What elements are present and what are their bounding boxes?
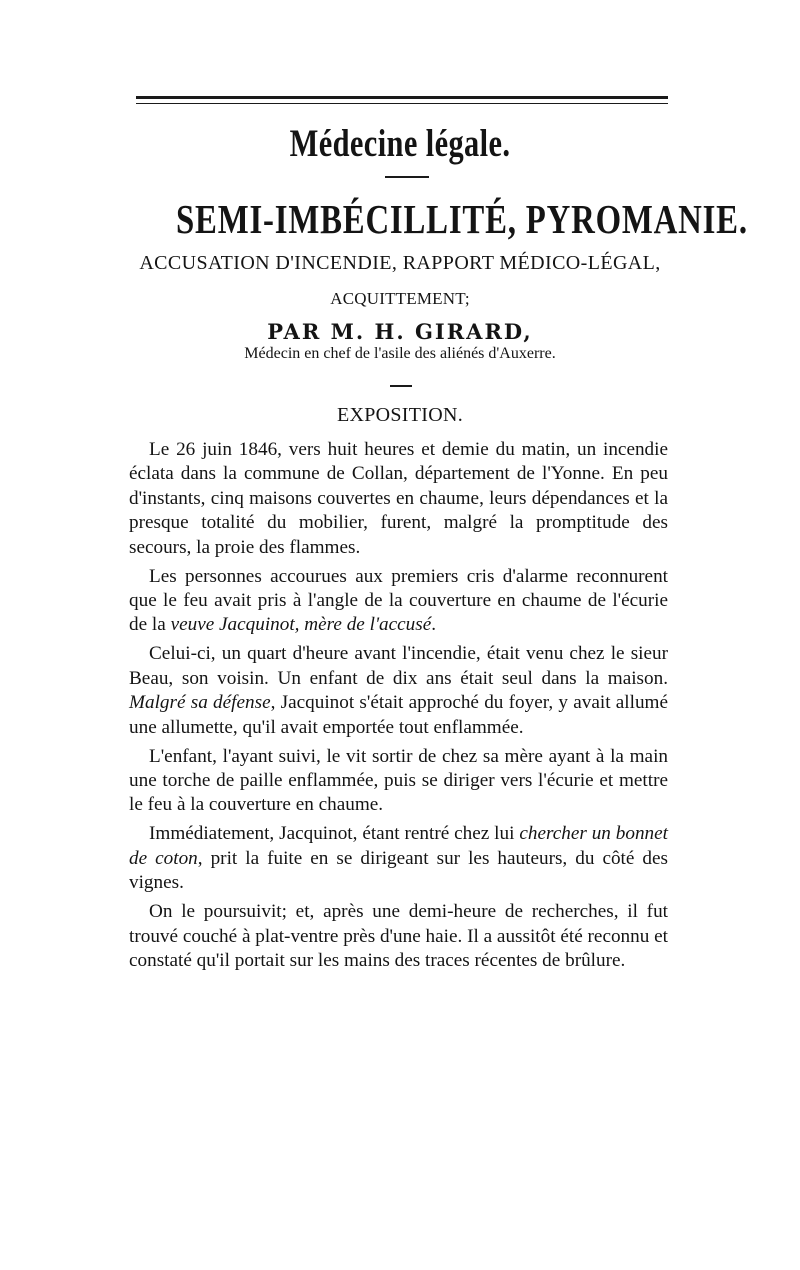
paragraph: Immédiatement, Jacquinot, étant rentré chez lui chercher un bonnet de coton, prit la fuite en se dirigeant sur les hauteurs, du côté des vignes. <box>129 823 668 894</box>
article-subtitle: ACCUSATION D'INCENDIE, RAPPORT MÉDICO-LÉGAL, <box>139 252 661 274</box>
paragraph: Les personnes accourues aux premiers cris d'alarme reconnurent que le feu avait pris à l'angle de la couverture en chaume de l'écurie de la veuve Jacquinot, mère de l'accusé. <box>129 565 668 636</box>
author-line: PAR M. H. GIRARD, <box>267 319 533 344</box>
short-divider-rule <box>385 176 429 178</box>
body-text <box>129 438 668 978</box>
italic-phrase: chercher un bonnet de coton <box>129 823 668 869</box>
paragraph: Celui-ci, un quart d'heure avant l'incendie, était venu chez le sieur Beau, son voisin. Un enfant de dix ans était seul dans la maison. Malgré sa défense, Jacquinot s'était approché du foyer, y avait allumé une allumette, qu'il avait emportée tout enflammée. <box>129 643 668 738</box>
paragraph: On le poursuivit; et, après une demi-heure de recherches, il fut trouvé couché à plat-ventre près d'une haie. Il a aussitôt été reconnu et constaté qu'il portait sur les mains des traces récentes de brûlure. <box>129 901 668 972</box>
article-title: SEMI-IMBÉCILLITÉ, PYROMANIE. <box>176 196 748 242</box>
paragraph: L'enfant, l'ayant suivi, le vit sortir de chez sa mère ayant à la main une torche de paille enflammée, puis se diriger vers l'écurie et mettre le feu à la couverture en chaume. <box>129 745 668 816</box>
italic-phrase: veuve Jacquinot, mère de l'accusé <box>170 614 432 636</box>
italic-phrase: Malgré sa défense <box>129 692 271 714</box>
section-heading: Médecine légale. <box>289 122 511 165</box>
paragraph: Le 26 juin 1846, vers huit heures et demie du matin, un incendie éclata dans la commune de Collan, département de l'Yonne. En peu d'instants, cinq maisons couvertes en chaume, leurs dépendances et la presque totalité du mobilier, furent, malgré la promptitude des secours, la proie des flammes. <box>129 439 668 558</box>
top-double-rule <box>136 96 668 104</box>
author-affiliation: Médecin en chef de l'asile des aliénés d'Auxerre. <box>244 345 556 362</box>
article-subtitle-continued: ACQUITTEMENT; <box>330 289 470 308</box>
exposition-heading: EXPOSITION. <box>336 404 464 426</box>
short-divider-rule <box>390 385 412 387</box>
